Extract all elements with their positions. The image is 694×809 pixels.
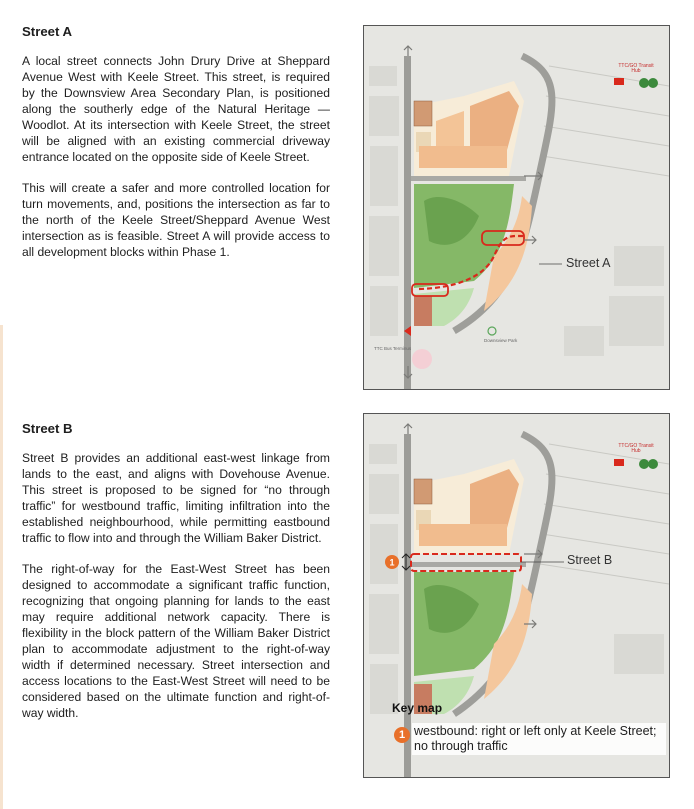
street-b-paragraph-2: The right-of-way for the East-West Street has been designed to accommodate a significant traffic function, recognizing that ongoing planning for lands to the east may require additional network capacity. There is flexibility in the block pattern of the William Baker District plan to accommodate adjustment to the right-of-way width if determined necessary. Street intersection and access locations to the East-West Street will need to be considered based on the ultimate function and right-of-way width. [22,562,330,720]
street-a-map-label: Street A [566,256,611,270]
street-b-map-label: Street B [567,553,613,567]
transit-hub-label: TTC/GO Transit Hub [618,63,654,74]
street-b-heading: Street B [22,421,73,436]
transit-hub-label-b: TTC/GO Transit Hub [618,443,654,454]
keele-street-b [404,434,411,777]
street-a-paragraph-1: A local street connects John Drury Drive at Sheppard Avenue West with Keele Street. This street, is required by the Downsview Area Secondary Plan, is positioned along the southerly edge of the Natural Heritage — Woodlot. At its intersection with Keele Street, the street will be aligned with an existing commercial driveway entrance located on the opposite side of Keele Street. [22,54,330,164]
street-a-section [22,24,330,275]
keele-street [404,56,411,389]
street-a-map-graphic [364,26,669,389]
street-b-map [363,413,670,778]
svg-text:1: 1 [389,557,395,568]
street-b-section [22,421,330,736]
park-label: Downsview Park [484,338,518,343]
street-a-map [363,25,670,390]
street-b-paragraph-1: Street B provides an additional east-west linkage from lands to the east, and aligns with Dovehouse Avenue. This street is proposed to be signed for “no through traffic” for westbound traffic, limiting infiltration into the established neighbourhood, while permitting eastbound traffic to flow into and through the William Baker District. [22,451,330,545]
bus-terminus-label: TTC Bus Terminus [374,346,412,351]
street-a-paragraph-2: This will create a safer and more controlled location for turn movements, and, positions the intersection as far to the north of the Keele Street/Sheppard Avenue West intersection as is feasible. Street A will provide access to all development blocks within Phase 1. [22,181,330,259]
street-a-heading: Street A [22,24,73,39]
key-map-title: Key map [392,701,443,715]
key-map-badge: 1 [394,727,410,743]
key-map-text: westbound: right or left only at Keele Street; no through traffic [412,723,666,755]
page-accent-strip [0,325,3,809]
